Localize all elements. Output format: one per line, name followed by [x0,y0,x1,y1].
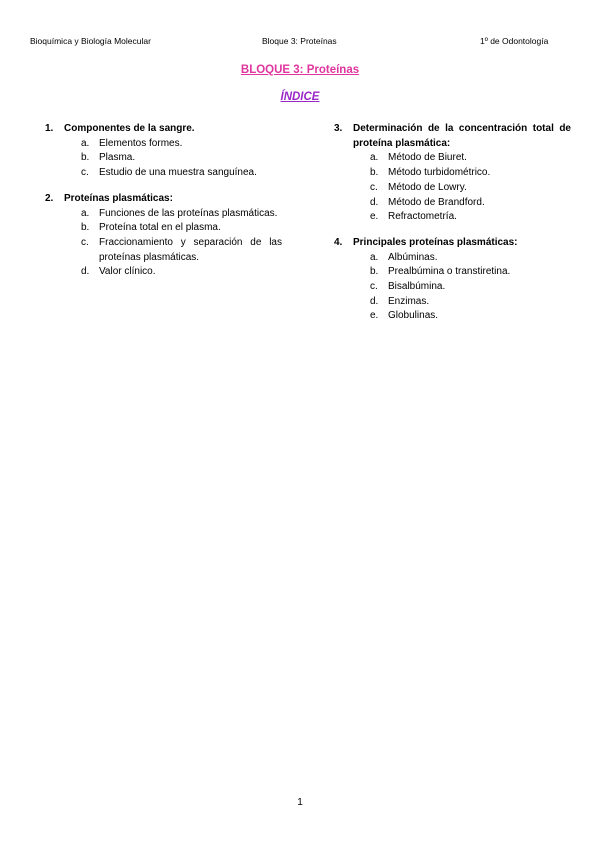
list-item [45,236,282,265]
list-item [45,151,282,166]
item-text: Estudio de una muestra sanguínea. [99,167,257,179]
item-letter: a. [81,137,90,149]
item-text: Método de Lowry. [388,181,467,193]
section-heading [45,192,282,207]
section-title: Principales proteínas plasmáticas: [353,236,518,248]
item-text: Funciones de las proteínas plasmáticas. [99,207,278,219]
item-text: Plasma. [99,152,136,164]
list-item [334,166,571,181]
item-text: Globulinas. [388,310,439,322]
item-text: Albúminas. [388,251,438,263]
list-item [334,295,571,310]
section-heading [334,122,571,151]
item-text: Método de Brandford. [388,196,485,208]
page-number: 1 [297,797,303,808]
section-heading [334,236,571,251]
item-letter: a. [81,207,90,219]
list-item [45,221,282,236]
index-section [334,122,571,225]
item-letter: b. [370,266,379,278]
section-number: 1. [45,123,54,134]
list-item [334,309,571,324]
item-text: Método turbidométrico. [388,167,491,179]
index-column-left [45,122,282,291]
section-title: Proteínas plasmáticas: [64,192,173,204]
section-title: Componentes de la sangre. [64,123,195,134]
header-year: 1º de Odontología [480,36,549,46]
item-letter: a. [370,251,379,263]
item-letter: e. [370,310,379,322]
item-letter: b. [370,167,379,179]
list-item [45,265,282,280]
item-letter: c. [370,181,378,193]
item-text: Bisalbúmina. [388,281,446,293]
list-item [334,280,571,295]
item-text: Fraccionamiento y separación de las proteínas plasmáticas. [99,236,282,263]
list-item [45,207,282,222]
section-heading [45,122,282,137]
item-letter: c. [81,236,89,248]
list-item [334,151,571,166]
item-letter: c. [81,167,89,179]
item-letter: a. [370,152,379,164]
index-section [334,236,571,324]
section-items [334,151,571,225]
list-item [45,166,282,181]
list-item [334,181,571,196]
index-section [45,192,282,280]
document-title: BLOQUE 3: Proteínas [240,64,360,76]
section-items [334,251,571,325]
item-letter: b. [81,222,90,234]
list-item [45,137,282,152]
header-course: Bioquímica y Biología Molecular [30,36,151,46]
item-letter: d. [81,266,90,278]
list-item [334,210,571,225]
item-letter: d. [370,196,379,208]
header-block: Bloque 3: Proteínas [262,36,337,46]
section-number: 4. [334,236,343,248]
item-letter: e. [370,211,379,223]
item-letter: c. [370,281,378,293]
item-letter: b. [81,152,90,164]
item-text: Refractometría. [388,211,457,223]
page-header [0,36,600,48]
index-column-right [334,122,571,335]
section-items [45,207,282,281]
list-item [334,251,571,266]
section-number: 3. [334,123,343,134]
item-letter: d. [370,295,379,307]
item-text: Elementos formes. [99,137,183,149]
section-title: Determinación de la concentración total de proteína plasmática: [353,123,571,149]
index-section [45,122,282,181]
section-number: 2. [45,192,54,204]
item-text: Proteína total en el plasma. [99,222,221,234]
item-text: Prealbúmina o transtiretina. [388,266,511,278]
item-text: Enzimas. [388,295,430,307]
list-item [334,265,571,280]
index-heading: ÍNDICE [280,91,320,103]
section-items [45,137,282,181]
list-item [334,196,571,211]
item-text: Método de Biuret. [388,152,467,164]
item-text: Valor clínico. [99,266,156,278]
